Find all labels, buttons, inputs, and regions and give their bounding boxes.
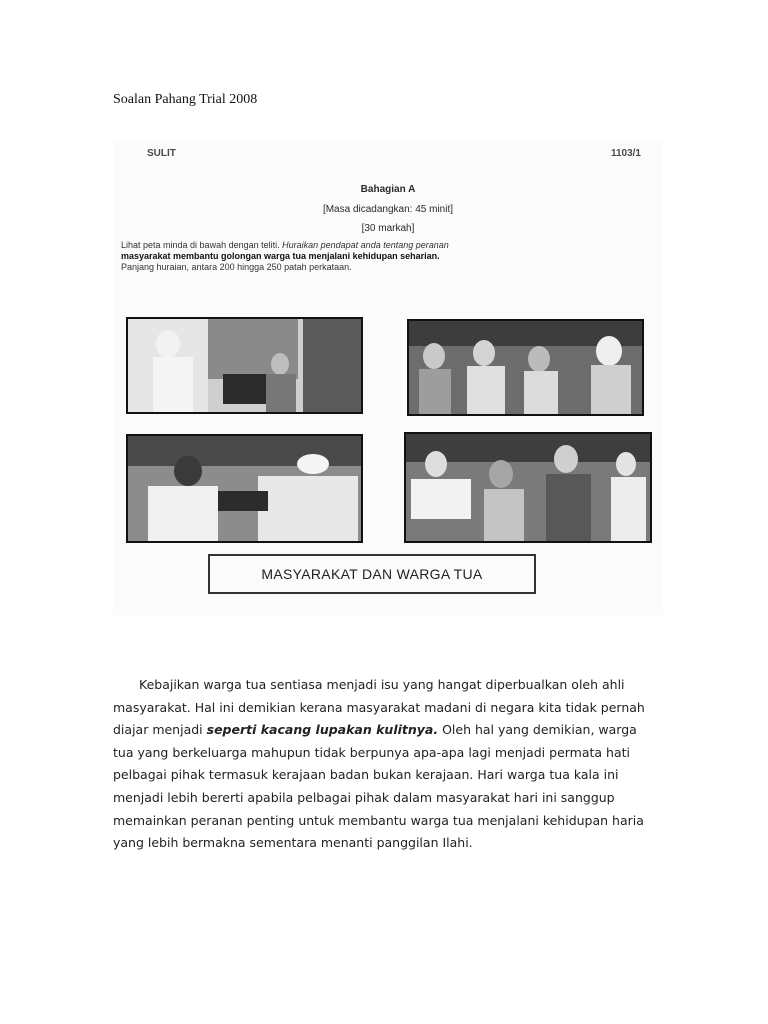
scan-marks-note: [30 markah] [361,223,415,234]
essay-paragraph [113,674,658,855]
essay-text-part1: Kebajikan warga tua sentiasa menjadi isu yang hangat diperbualkan oleh ahli masyarakat. Hal ini demikian kerana masyarakat madani di negara kita tidak pernah diajar menjadi [113,677,645,738]
scan-instruction-line-3: Panjang huraian, antara 200 hingga 250 patah perkataan. [121,262,352,272]
photo-visiting-elderly [126,317,363,414]
scan-sulit-label: SULIT [147,148,176,159]
mind-map-caption: MASYARAKAT DAN WARGA TUA [208,554,536,594]
scanned-exam-page [113,140,663,615]
photo-health-check [126,434,363,543]
scan-instructions [121,240,641,273]
scan-instruction-line-2: masyarakat membantu golongan warga tua menjalani kehidupan seharian. [121,251,440,261]
scan-paper-code: 1103/1 [610,148,641,159]
scan-instruction-1a: Lihat peta minda di bawah dengan teliti. [121,240,283,250]
scan-instruction-line-1 [121,240,641,251]
essay-text-part2: Oleh hal yang demikian, warga tua yang berkeluarga mahupun tidak berpunya apa-apa lagi menjadi permata hati pelbagai pihak termasuk kerajaan badan bukan kerajaan. Hari warga tua kala ini menjadi lebih bererti apabila pelbagai pihak dalam masyarakat hari ini sanggup memainkan peranan penting untuk membantu warga tua menjalani kehidupan haria yang lebih bermakna sementara menanti panggilan Ilahi. [113,722,644,851]
scan-instruction-1b: Huraikan pendapat anda tentang peranan [282,240,449,250]
essay-idiom: seperti kacang lupakan kulitnya. [206,722,439,738]
scan-section-title: Bahagian A [360,184,416,195]
photo-elderly-gathering [407,319,644,416]
scan-time-note: [Masa dicadangkan: 45 minit] [322,204,454,215]
photo-community-event [404,432,652,543]
page-title: Soalan Pahang Trial 2008 [113,92,258,107]
